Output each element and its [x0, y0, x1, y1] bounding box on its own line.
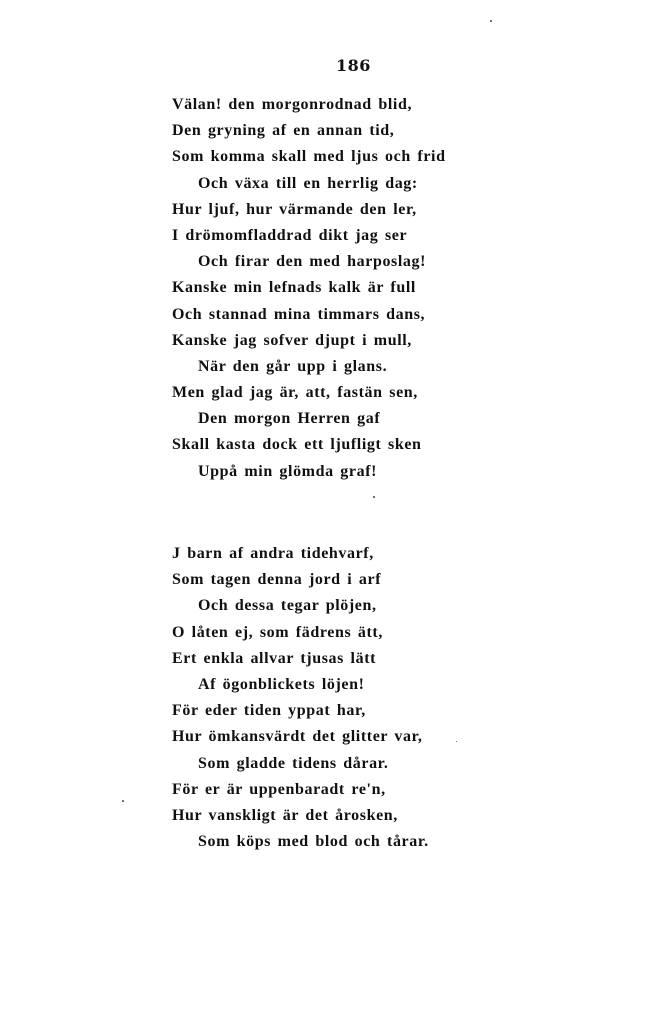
scan-speck	[373, 496, 375, 498]
verse-line: För eder tiden yppat har,	[172, 702, 366, 720]
verse-line: J barn af andra tidehvarf,	[172, 545, 374, 562]
verse-line: Hur vanskligt är det årosken,	[172, 806, 398, 824]
verse-line: O låten ej, som fädrens ätt,	[172, 623, 383, 641]
verse-line: Uppå min glömda graf!	[198, 462, 378, 480]
verse-line: För er är uppenbaradt re'n,	[172, 780, 386, 798]
verse-line: I drömomfladdrad dikt jag ser	[172, 226, 408, 244]
verse-line: Välan! den morgonrodnad blid,	[172, 96, 413, 113]
scan-speck	[490, 20, 492, 22]
verse-line: Den gryning af en annan tid,	[172, 122, 395, 140]
verse-line: Kanske min lefnads kalk är full	[172, 279, 416, 297]
verse-line: Den morgon Herren gaf	[198, 410, 381, 428]
verse-line: Skall kasta dock ett ljufligt sken	[172, 436, 422, 454]
verse-line: Och växa till en herrlig dag:	[198, 174, 418, 192]
scan-speck	[122, 800, 124, 802]
verse-line: Af ögonblickets löjen!	[198, 675, 365, 693]
verse-line: Hur ömkansvärdt det glitter var,	[172, 728, 423, 746]
verse-line: Och firar den med harposlag!	[198, 253, 427, 271]
verse-line: Och stannad mina timmars dans,	[172, 305, 426, 323]
verse-line: Och dessa tegar plöjen,	[198, 597, 377, 615]
stanza-1	[172, 92, 446, 485]
verse-line: Kanske jag sofver djupt i mull,	[172, 331, 412, 349]
verse-line: Som köps med blod och tårar.	[198, 833, 429, 851]
verse-line: När den går upp i glans.	[198, 357, 388, 375]
stanza-2	[172, 541, 429, 855]
verse-line: Ert enkla allvar tjusas lätt	[172, 649, 377, 667]
verse-line: Hur ljuf, hur värmande den ler,	[172, 200, 417, 218]
verse-line: Som gladde tidens dårar.	[198, 754, 389, 772]
verse-line: Som tagen denna jord i arf	[172, 571, 382, 589]
verse-line: Men glad jag är, att, fastän sen,	[172, 384, 418, 402]
scan-speck	[456, 741, 457, 742]
verse-line: Som komma skall med ljus och frid	[172, 148, 446, 166]
page-number: 186	[336, 56, 371, 75]
